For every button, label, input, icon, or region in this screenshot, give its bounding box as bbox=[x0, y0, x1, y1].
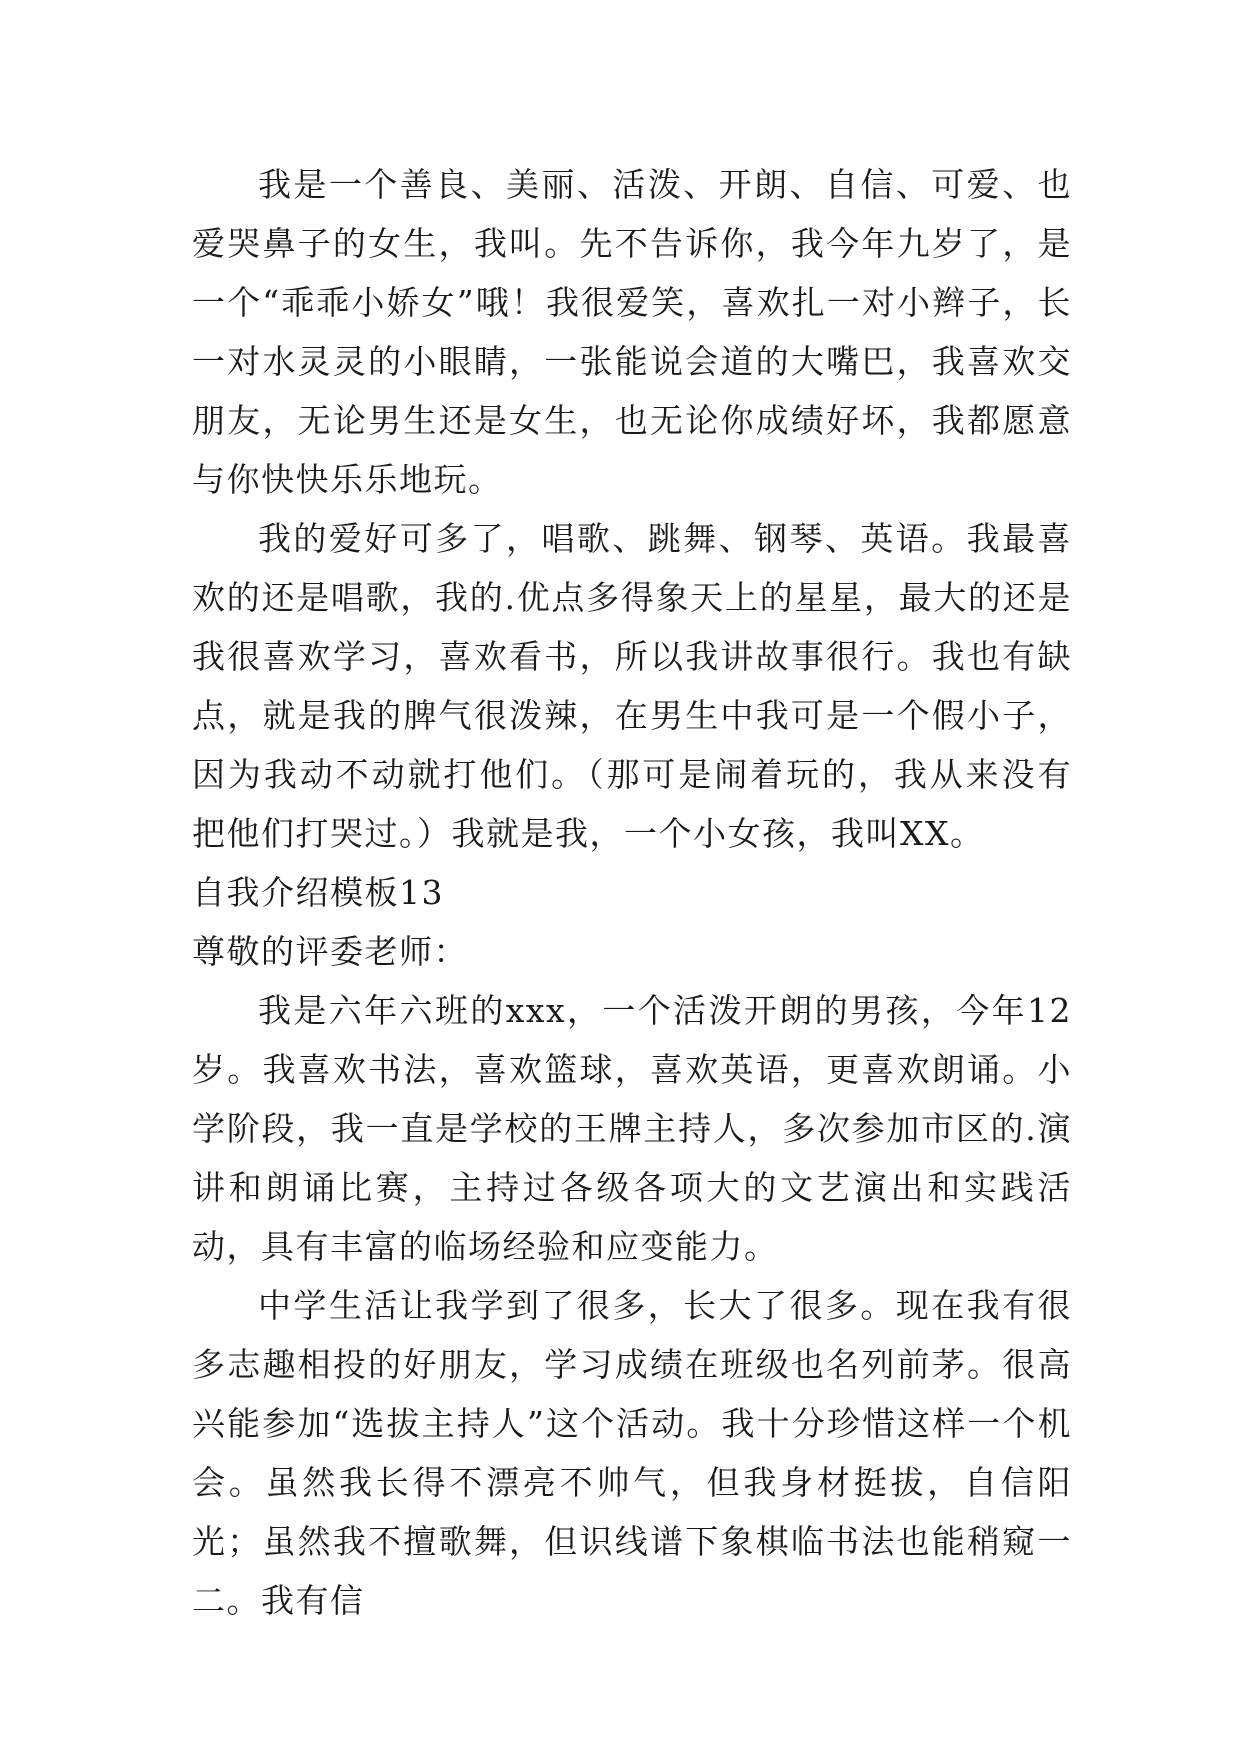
salutation: 尊敬的评委老师： bbox=[192, 932, 468, 971]
paragraph-3: 我是六年六班的xxx，一个活泼开朗的男孩，今年12岁。我喜欢书法，喜欢篮球，喜欢英语，更喜欢朗诵。小学阶段，我一直是学校的王牌主持人，多次参加市区的.演讲和朗诵比赛，主持过各级各项大的文艺演出和实践活动，具有丰富的临场经验和应变能力。 bbox=[192, 991, 1072, 1266]
paragraph-1: 我是一个善良、美丽、活泼、开朗、自信、可爱、也爱哭鼻子的女生，我叫。先不告诉你，我今年九岁了，是一个“乖乖小娇女”哦！我很爱笑，喜欢扎一对小辫子，长一对水灵灵的小眼睛，一张能说会道的大嘴巴，我喜欢交朋友，无论男生还是女生，也无论你成绩好坏，我都愿意与你快快乐乐地玩。 bbox=[192, 165, 1072, 499]
paragraph-4: 中学生活让我学到了很多，长大了很多。现在我有很多志趣相投的好朋友，学习成绩在班级也名列前茅。很高兴能参加“选拔主持人”这个活动。我十分珍惜这样一个机会。虽然我长得不漂亮不帅气，但我身材挺拔，自信阳光；虽然我不擅歌舞，但识线谱下象棋临书法也能稍窥一二。我有信 bbox=[192, 1286, 1072, 1620]
paragraph-2: 我的爱好可多了，唱歌、跳舞、钢琴、英语。我最喜欢的还是唱歌，我的.优点多得象天上的星星，最大的还是我很喜欢学习，喜欢看书，所以我讲故事很行。我也有缺点，就是我的脾气很泼辣，在男生中我可是一个假小子，因为我动不动就打他们。（那可是闹着玩的，我从来没有把他们打哭过。）我就是我，一个小女孩，我叫XX。 bbox=[192, 519, 1072, 853]
section-heading: 自我介绍模板13 bbox=[192, 873, 444, 912]
document-page bbox=[192, 155, 1072, 1630]
